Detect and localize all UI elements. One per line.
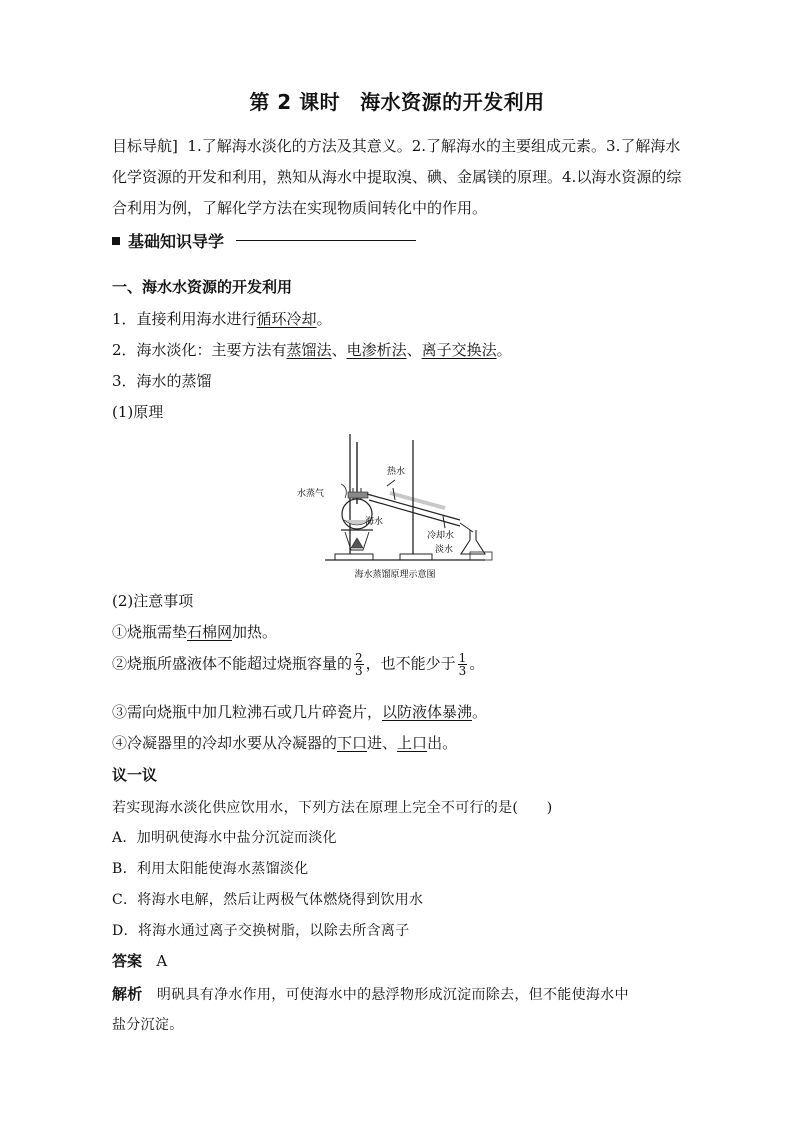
answer-label: 答案 [112, 952, 143, 970]
item-2-answer-1: 蒸馏法 [286, 341, 332, 359]
note-4 [112, 732, 457, 753]
section-title: 基础知识导学 [128, 232, 225, 251]
answer-value: A [156, 952, 168, 970]
item-2-sep-1: 、 [331, 341, 347, 359]
label-seawater: 海水 [365, 517, 384, 527]
note-2-suffix: 。 [469, 654, 485, 673]
discuss-heading: 议一议 [112, 766, 158, 784]
note-2-text: ②烧瓶所盛液体不能超过烧瓶容量的 [112, 654, 353, 673]
note-2-mid: ，也不能少于 [365, 654, 456, 673]
note-4-text: ④冷凝器里的冷却水要从冷凝器的 [112, 734, 338, 752]
notes-heading: (2)注意事项 [112, 592, 194, 610]
fraction-one-third [458, 652, 468, 677]
item-2-text: 2．海水淡化：主要方法有 [112, 341, 287, 359]
item-2-suffix: 。 [496, 341, 512, 359]
note-4-mid: 进、 [367, 734, 398, 752]
label-vapor: 水蒸气 [297, 489, 325, 499]
note-4-answer-2: 上口 [397, 734, 428, 752]
analysis-label: 解析 [112, 985, 143, 1003]
note-3-suffix: 。 [472, 703, 488, 721]
objectives-text: 1.了解海水淡化的方法及其意义。2.了解海水的主要组成元素。3.了解海水化学资源的开发和利用，熟知从海水中提取溴、碘、金属镁的原理。4.以海水资源的综合利用为例，了解化学方法在实现物质间转化中的作用。 [112, 137, 682, 217]
item-1 [112, 308, 332, 329]
note-3-answer: 以防液体暴沸 [382, 703, 473, 721]
learning-objectives [112, 131, 687, 224]
figure-caption: 海水蒸馏原理示意图 [354, 570, 436, 580]
answer-line [112, 950, 167, 971]
square-bullet-icon [112, 237, 120, 245]
option-a: A．加明矾使海水中盐分沉淀而淡化 [112, 830, 337, 846]
fraction-2-denominator: 3 [458, 664, 467, 678]
item-2-sep-2: 、 [406, 341, 422, 359]
section-heading [112, 229, 416, 252]
item-1-answer: 循环冷却 [256, 310, 317, 328]
item-1-suffix: 。 [316, 310, 332, 328]
analysis-text-1: 明矾具有净水作用，可使海水中的悬浮物形成沉淀而除去，但不能使海水中 [156, 987, 629, 1003]
fraction-1-numerator: 2 [355, 651, 363, 665]
label-hot-water: 热水 [387, 467, 406, 477]
option-c: C．将海水电解，然后让两极气体燃烧得到饮用水 [112, 892, 424, 908]
fraction-2-numerator: 1 [458, 651, 467, 665]
lesson-number: 第 2 课时 [249, 90, 341, 114]
note-1-answer: 石棉网 [187, 623, 233, 641]
heading-rule [236, 240, 416, 241]
lesson-title [0, 86, 794, 115]
analysis-line-2: 盐分沉淀。 [112, 1017, 184, 1033]
item-1-text: 1．直接利用海水进行 [112, 310, 257, 328]
item-2 [112, 339, 512, 360]
note-1 [112, 621, 277, 642]
option-b: B．利用太阳能使海水蒸馏淡化 [112, 861, 309, 877]
fraction-1-denominator: 3 [355, 664, 363, 678]
lesson-topic: 海水资源的开发利用 [360, 90, 545, 114]
fraction-two-thirds [354, 652, 364, 677]
subsection-title: 一、海水水资源的开发利用 [112, 278, 293, 296]
item-3: 3．海水的蒸馏 [112, 372, 212, 390]
note-1-text: ①烧瓶需垫 [112, 623, 188, 641]
option-d: D．将海水通过离子交换树脂，以除去所含离子 [112, 923, 410, 939]
label-fresh-water: 淡水 [435, 545, 454, 555]
question-text: 若实现海水淡化供应饮用水，下列方法在原理上完全不可行的是( ) [112, 800, 553, 816]
note-2 [112, 652, 484, 677]
label-cooling-water: 冷却水 [427, 531, 455, 541]
distillation-diagram [295, 428, 495, 583]
note-3-text: ③需向烧瓶中加几粒沸石或几片碎瓷片， [112, 703, 383, 721]
note-4-suffix: 出。 [427, 734, 458, 752]
principle-heading: (1)原理 [112, 403, 164, 421]
analysis-line-1 [112, 983, 629, 1004]
objectives-label: 目标导航] [112, 137, 178, 155]
note-3 [112, 701, 487, 722]
note-1-suffix: 加热。 [232, 623, 278, 641]
item-2-answer-3: 离子交换法 [421, 341, 497, 359]
note-4-answer-1: 下口 [337, 734, 368, 752]
item-2-answer-2: 电渗析法 [346, 341, 407, 359]
